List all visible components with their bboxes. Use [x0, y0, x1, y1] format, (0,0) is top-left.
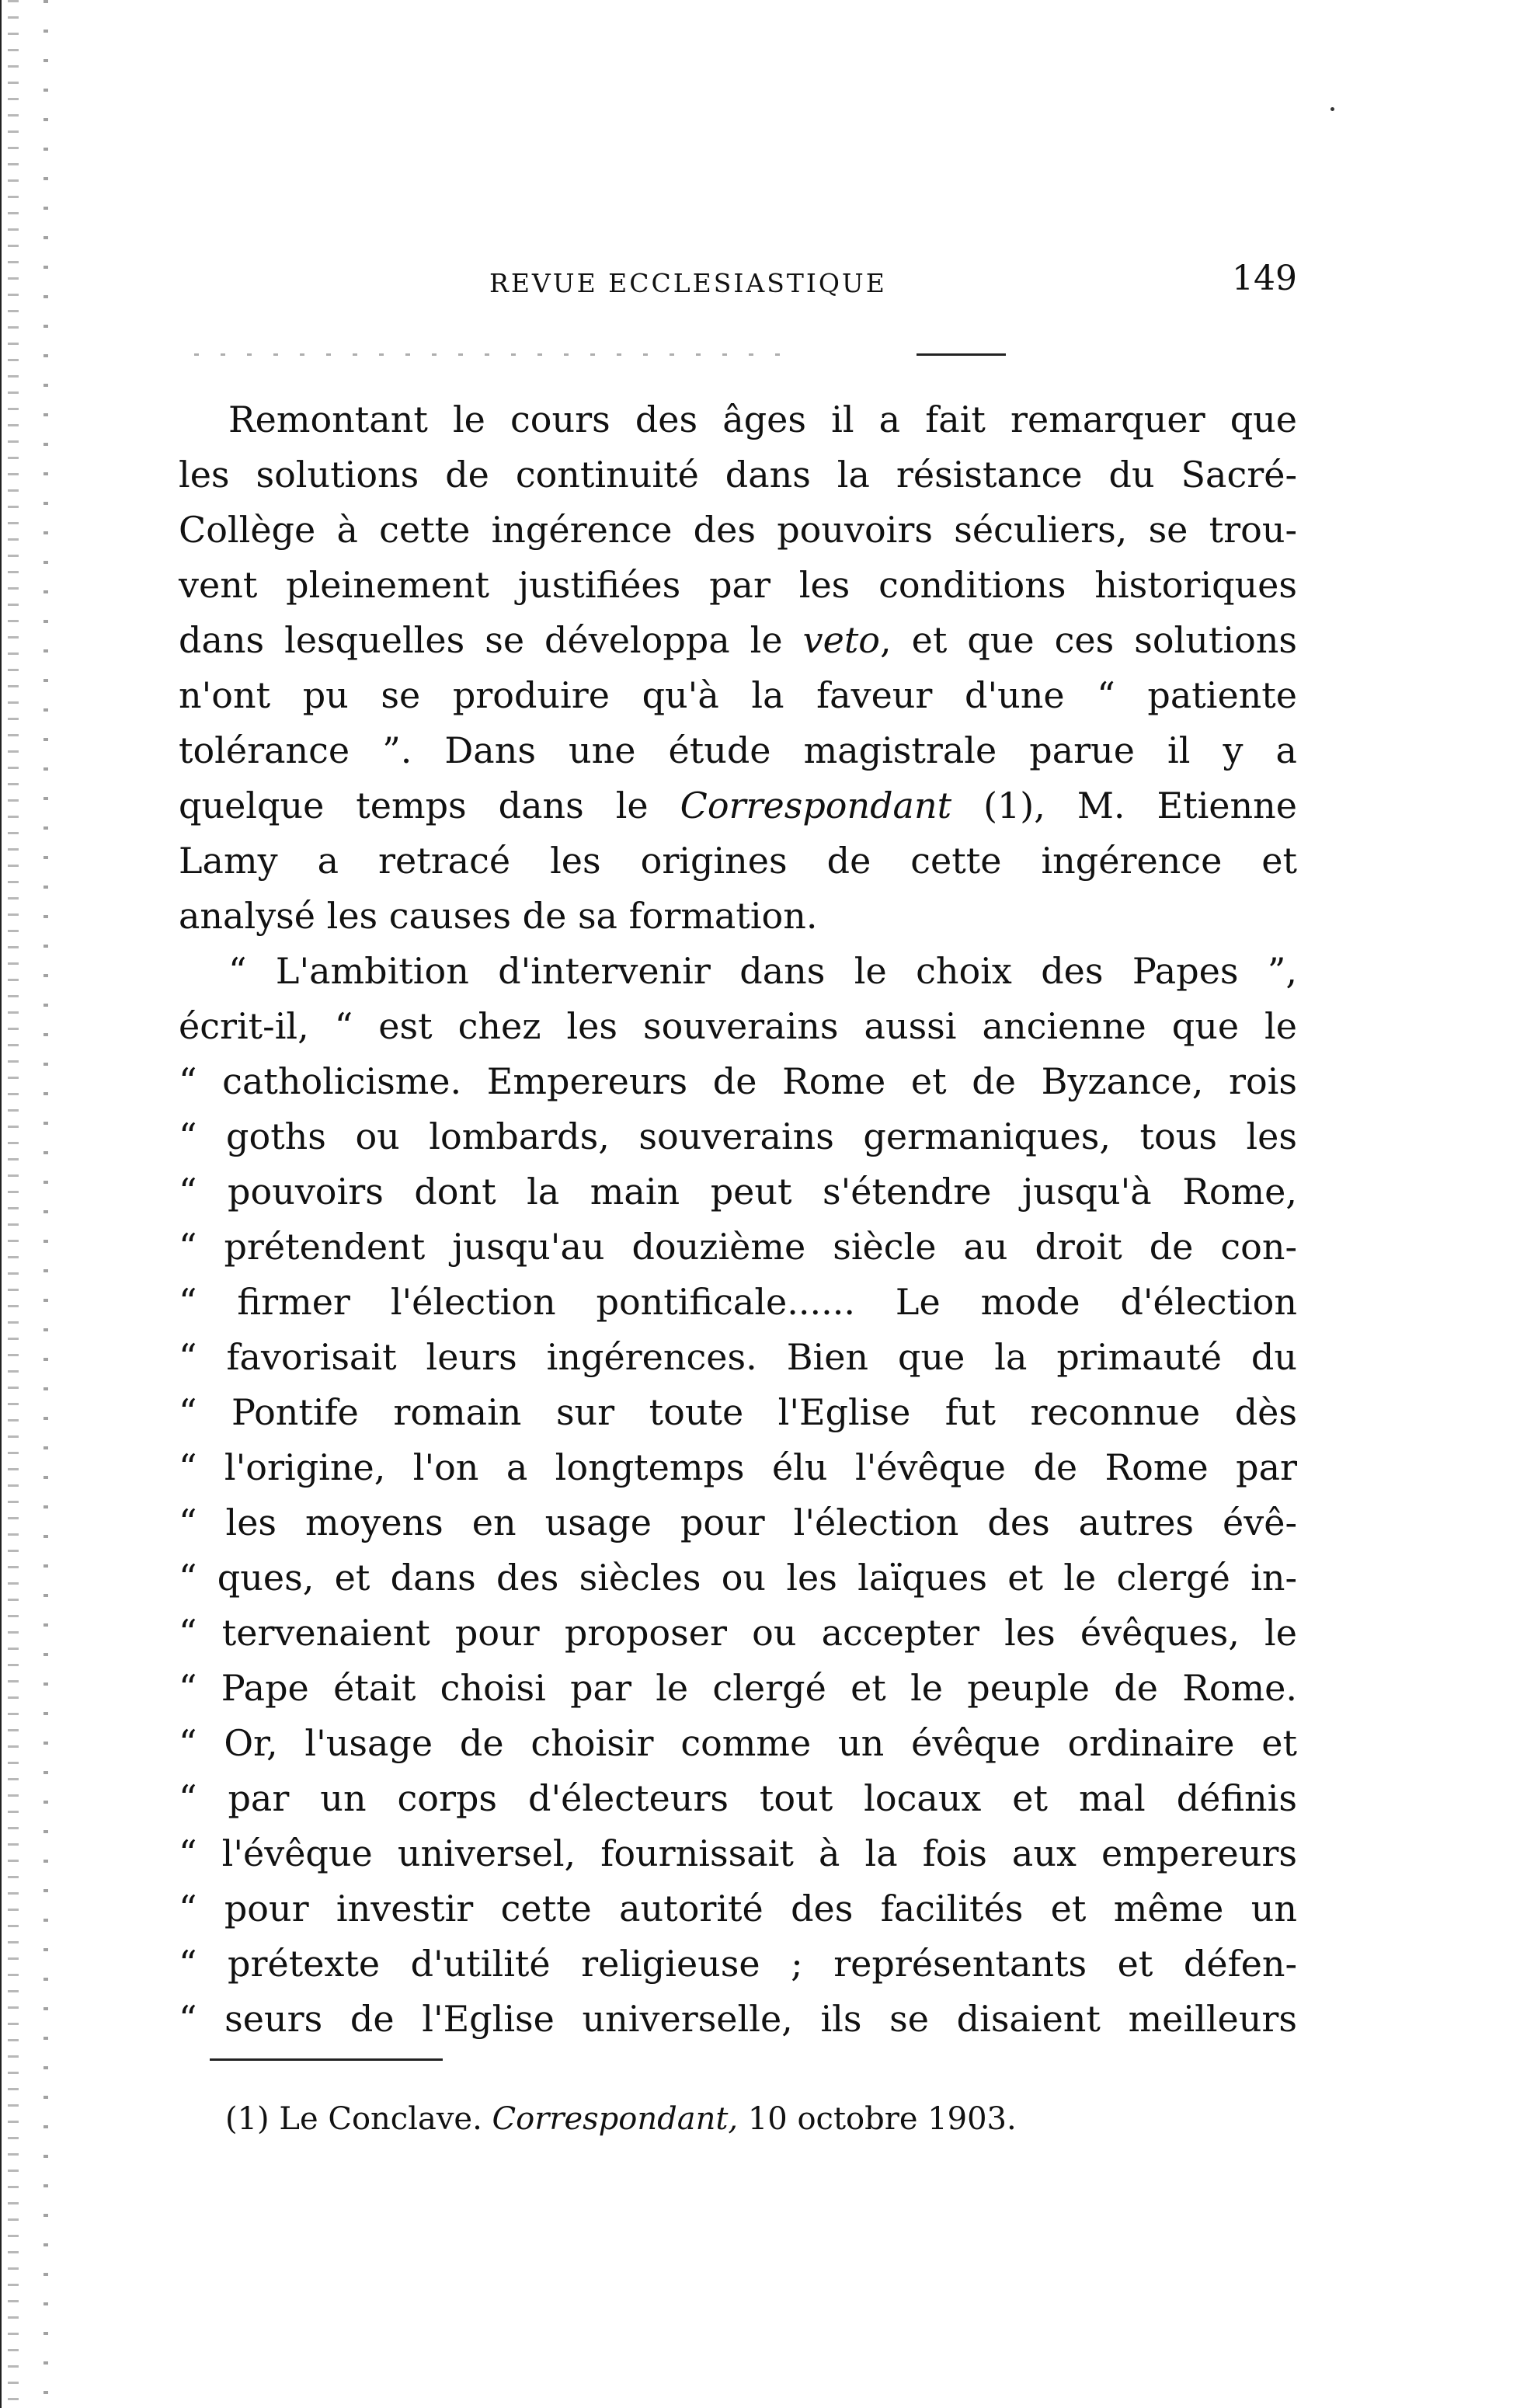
text-line: Collège à cette ingérence des pouvoirs séculiers, se trou-	[179, 509, 1297, 551]
text-line: “ Pape était choisi par le clergé et le peuple de Rome.	[179, 1667, 1297, 1709]
footnote-text: 10 octobre 1903.	[738, 2101, 1017, 2137]
text-line: vent pleinement justifiées par les conditions historiques	[179, 564, 1297, 606]
text-line: Lamy a retracé les origines de cette ingérence et	[179, 840, 1297, 882]
text-line: “ tervenaient pour proposer ou accepter les évêques, le	[179, 1612, 1297, 1654]
text-line: “ par un corps d'électeurs tout locaux et mal définis	[179, 1777, 1297, 1819]
footnote	[225, 2101, 1017, 2137]
text-line: “ prétendent jusqu'au douzième siècle au droit de con-	[179, 1226, 1297, 1268]
text-line: “ prétexte d'utilité religieuse ; représentants et défen-	[179, 1943, 1297, 1985]
footnote-rule	[210, 2058, 443, 2061]
text-run: quelque temps dans le	[179, 785, 680, 826]
text-line: “ ques, et dans des siècles ou les laïques et le clergé in-	[179, 1557, 1297, 1599]
scan-edge-line	[0, 0, 2, 2408]
text-line: “ catholicisme. Empereurs de Rome et de Byzance, rois	[179, 1060, 1297, 1102]
text-line: les solutions de continuité dans la résistance du Sacré-	[179, 454, 1297, 496]
running-header	[179, 259, 1297, 307]
text-line: “ Or, l'usage de choisir comme un évêque ordinaire et	[179, 1722, 1297, 1764]
text-line: “ favorisait leurs ingérences. Bien que la primauté du	[179, 1336, 1297, 1378]
scan-edge-specks	[8, 0, 19, 2408]
text-run: dans lesquelles se développa le	[179, 619, 803, 661]
text-line: “ l'origine, l'on a longtemps élu l'évêque de Rome par	[179, 1446, 1297, 1488]
body-text	[179, 392, 1297, 2047]
text-line: “ seurs de l'Eglise universelle, ils se disaient meilleurs	[179, 1998, 1297, 2040]
text-line: “ l'évêque universel, fournissait à la fois aux empereurs	[179, 1832, 1297, 1874]
text-line: écrit-il, “ est chez les souverains aussi ancienne que le	[179, 1005, 1297, 1047]
text-line: tolérance ”. Dans une étude magistrale parue il y a	[179, 729, 1297, 771]
header-dotted-rule	[194, 353, 800, 356]
text-line: “ firmer l'élection pontificale...... Le mode d'élection	[179, 1281, 1297, 1323]
scan-speck	[1331, 107, 1334, 111]
italic-term: Correspondant	[680, 785, 952, 826]
text-line: “ pouvoirs dont la main peut s'étendre jusqu'à Rome,	[179, 1171, 1297, 1213]
footnote-italic: Correspondant,	[492, 2101, 739, 2137]
page-number: 149	[1232, 259, 1297, 298]
footnote-marker: (1)	[225, 2101, 270, 2137]
header-rule	[917, 353, 1006, 356]
footnote-text: Le Conclave.	[269, 2101, 492, 2137]
text-run: , et que ces solutions	[880, 619, 1298, 661]
text-line: “ Pontife romain sur toute l'Eglise fut reconnue dès	[179, 1391, 1297, 1433]
italic-term: veto	[802, 619, 880, 661]
text-line: “ pour investir cette autorité des facilités et même un	[179, 1888, 1297, 1930]
text-line: “ les moyens en usage pour l'élection des autres évê-	[179, 1502, 1297, 1543]
scan-edge-dots	[43, 0, 48, 2408]
text-line	[179, 778, 1297, 833]
text-line: Remontant le cours des âges il a fait remarquer que	[228, 398, 1297, 440]
text-line	[179, 613, 1297, 668]
running-title: REVUE ECCLESIASTIQUE	[489, 268, 887, 298]
text-line: “ goths ou lombards, souverains germaniques, tous les	[179, 1115, 1297, 1157]
text-line: “ L'ambition d'intervenir dans le choix des Papes ”,	[228, 950, 1297, 992]
text-line: analysé les causes de sa formation.	[179, 895, 818, 937]
text-line: n'ont pu se produire qu'à la faveur d'une “ patiente	[179, 674, 1297, 716]
text-run: (1), M. Etienne	[951, 785, 1298, 826]
